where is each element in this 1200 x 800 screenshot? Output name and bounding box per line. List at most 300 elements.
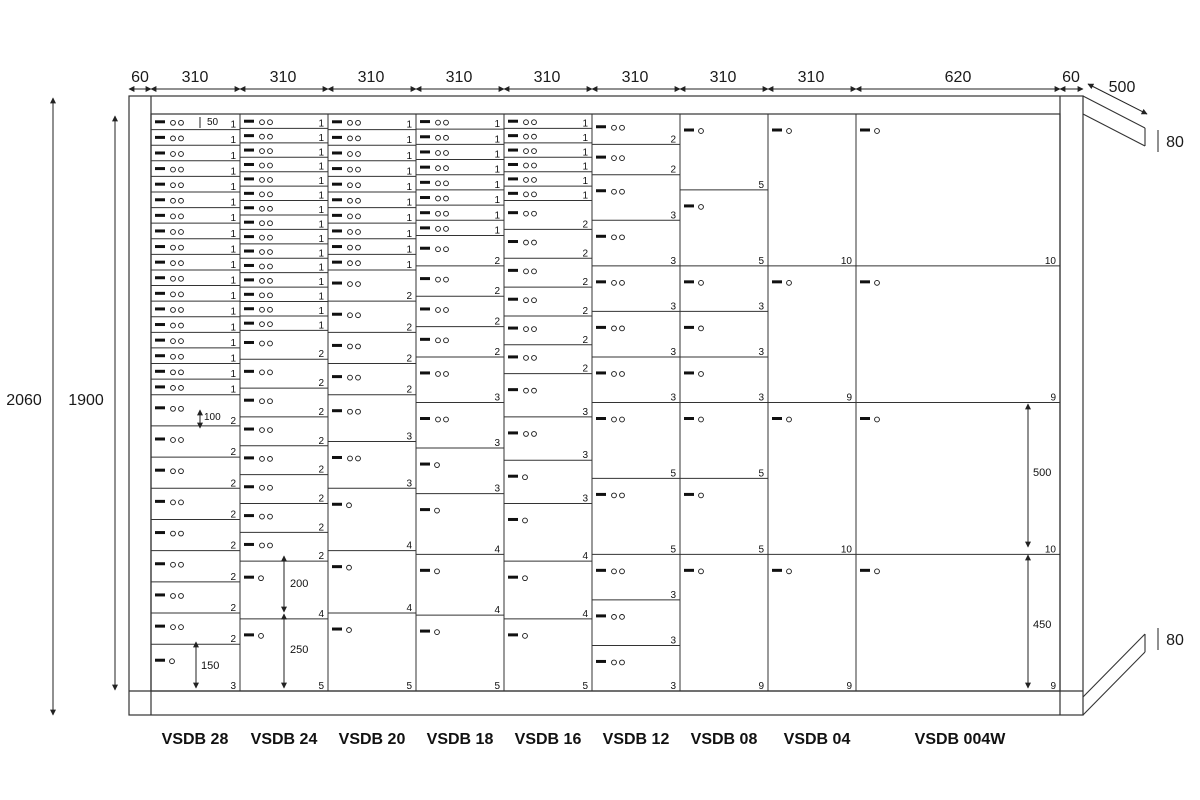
lock-circle: [524, 149, 529, 154]
drawer-unit-label: 1: [582, 118, 588, 130]
lock-circle: [268, 250, 273, 255]
dim-top-4: 310: [445, 69, 473, 86]
drawer-handle: [508, 518, 518, 521]
drawer: [508, 633, 588, 692]
drawer-unit-label: 3: [582, 493, 588, 505]
drawer: [328, 182, 416, 193]
drawer: [596, 660, 676, 692]
drawer: [680, 371, 768, 403]
lock-circle: [171, 562, 176, 567]
lock-circle: [348, 167, 353, 172]
lock-circle: [348, 152, 353, 157]
lock-circle: [436, 151, 441, 156]
lock-circle: [620, 493, 625, 498]
dim-top-5: 310: [533, 69, 561, 86]
lock-circle: [524, 327, 529, 332]
lock-circle: [171, 308, 176, 313]
drawer-handle: [596, 493, 606, 496]
drawer-unit-label: 3: [494, 483, 500, 495]
lock-circle: [612, 614, 617, 619]
lock-circle: [171, 261, 176, 266]
drawer-unit-label: 3: [582, 406, 588, 418]
drawer-unit-label: 1: [318, 190, 324, 202]
lock-circle: [444, 120, 449, 125]
drawer-unit-label: 2: [494, 316, 500, 328]
drawer-handle: [332, 261, 342, 264]
drawer-handle: [155, 625, 165, 628]
drawer: [151, 260, 240, 271]
drawer: [856, 417, 1060, 555]
drawer-handle: [244, 576, 254, 579]
drawer-handle: [508, 134, 518, 137]
annot-500: 500: [1033, 467, 1052, 479]
lock-circle: [260, 341, 265, 346]
drawer-unit-label: 2: [582, 248, 588, 260]
drawer-handle: [420, 371, 430, 374]
drawer: [416, 134, 504, 145]
drawer-handle: [244, 177, 254, 180]
lock-circle: [699, 417, 704, 422]
drawer: [592, 156, 680, 176]
drawer: [592, 280, 680, 312]
drawer-handle: [155, 370, 165, 373]
drawer-handle: [420, 277, 430, 280]
drawer-handle: [244, 134, 254, 137]
lock-circle: [620, 125, 625, 130]
lock-circle: [171, 500, 176, 505]
drawer-unit-label: 1: [582, 147, 588, 159]
lock-circle: [356, 120, 361, 125]
drawer-unit-label: 2: [318, 378, 324, 390]
dim-top-8: 310: [797, 69, 825, 86]
drawer-handle: [596, 326, 606, 329]
drawer-handle: [860, 129, 870, 132]
lock-circle: [260, 134, 265, 139]
drawer: [151, 531, 240, 552]
drawer-handle: [684, 493, 694, 496]
lock-circle: [612, 189, 617, 194]
drawer-unit-label: 3: [582, 450, 588, 462]
drawer-handle: [155, 245, 165, 248]
lock-circle: [179, 386, 184, 391]
drawer: [592, 326, 680, 358]
drawer-unit-label: 2: [230, 603, 236, 615]
lock-circle: [524, 240, 529, 245]
lock-circle: [532, 149, 537, 154]
drawer-unit-label: 1: [230, 259, 236, 271]
drawer-handle: [332, 628, 342, 631]
lock-circle: [356, 198, 361, 203]
drawer-unit-label: 1: [230, 181, 236, 193]
drawer: [416, 307, 504, 327]
drawer: [856, 129, 1060, 267]
drawer-unit-label: 10: [1044, 255, 1056, 267]
annot-450: 450: [1033, 619, 1052, 631]
drawer-unit-label: 5: [494, 681, 500, 692]
drawer-unit-label: 2: [230, 509, 236, 521]
drawer: [416, 150, 504, 161]
lock-circle: [699, 129, 704, 134]
drawer-handle: [155, 339, 165, 342]
lock-circle: [524, 211, 529, 216]
drawer-handle: [508, 163, 518, 166]
lock-circle: [699, 280, 704, 285]
drawer: [240, 306, 328, 317]
drawer-unit-label: 9: [846, 681, 852, 692]
drawer-handle: [596, 235, 606, 238]
lock-circle: [260, 293, 265, 298]
drawer-unit-label: 1: [406, 213, 412, 225]
drawer-unit-label: 1: [582, 176, 588, 188]
lock-circle: [179, 292, 184, 297]
drawer-unit-label: 2: [406, 384, 412, 396]
drawer-unit-label: 1: [318, 305, 324, 317]
lock-circle: [532, 120, 537, 125]
lock-circle: [260, 163, 265, 168]
lock-circle: [260, 221, 265, 226]
drawer-unit-label: 3: [670, 589, 676, 601]
drawer: [504, 475, 592, 505]
lock-circle: [348, 313, 353, 318]
drawer-unit-label: 1: [230, 337, 236, 349]
drawer-unit-label: 1: [406, 181, 412, 193]
drawer: [328, 120, 416, 131]
lock-circle: [260, 120, 265, 125]
lock-circle: [435, 569, 440, 574]
drawer-unit-label: 5: [758, 544, 764, 556]
drawer-handle: [155, 120, 165, 123]
lock-circle: [171, 214, 176, 219]
lock-circle: [259, 576, 264, 581]
lock-circle: [348, 261, 353, 266]
drawer-handle: [684, 569, 694, 572]
lock-circle: [260, 485, 265, 490]
lock-circle: [699, 372, 704, 377]
model-label-vsdb004w: VSDB 004W: [914, 731, 1006, 748]
drawer: [504, 355, 592, 374]
drawer: [328, 151, 416, 162]
lock-circle: [620, 189, 625, 194]
drawer-unit-label: 1: [406, 197, 412, 209]
drawer-handle: [420, 508, 430, 511]
lock-circle: [179, 339, 184, 344]
lock-circle: [532, 211, 537, 216]
lock-circle: [260, 307, 265, 312]
lock-circle: [532, 432, 537, 437]
drawer-handle: [155, 307, 165, 310]
drawer: [680, 204, 768, 266]
lock-circle: [612, 326, 617, 331]
dim-top-6: 310: [621, 69, 649, 86]
lock-circle: [171, 323, 176, 328]
drawer-handle: [508, 192, 518, 195]
lock-circle: [171, 292, 176, 297]
drawer-handle: [244, 428, 254, 431]
drawer-unit-label: 1: [318, 132, 324, 144]
drawer: [328, 135, 416, 146]
lock-circle: [612, 372, 617, 377]
drawer: [151, 135, 240, 146]
lock-circle: [179, 469, 184, 474]
lock-circle: [612, 156, 617, 161]
drawer-handle: [596, 614, 606, 617]
drawer-handle: [155, 531, 165, 534]
drawer-handle: [332, 456, 342, 459]
drawer-unit-label: 5: [758, 468, 764, 480]
lock-circle: [699, 326, 704, 331]
lock-circle: [444, 166, 449, 171]
lock-circle: [260, 278, 265, 283]
lock-circle: [444, 277, 449, 282]
drawer-unit-label: 3: [670, 392, 676, 404]
drawer-handle: [772, 280, 782, 283]
drawer-unit-label: 1: [318, 219, 324, 231]
drawer-unit-label: 1: [494, 195, 500, 207]
model-label-vsdb16: VSDB 16: [514, 731, 582, 748]
lock-circle: [260, 192, 265, 197]
dim-top-2: 310: [269, 69, 297, 86]
drawer-handle: [420, 247, 430, 250]
lock-circle: [875, 569, 880, 574]
drawer-unit-label: 1: [318, 248, 324, 260]
drawer-unit-label: 2: [318, 464, 324, 476]
drawer-unit-label: 10: [1044, 544, 1056, 556]
lock-circle: [171, 354, 176, 359]
lock-circle: [179, 214, 184, 219]
lock-circle: [179, 230, 184, 235]
drawer: [240, 341, 328, 360]
drawer: [151, 338, 240, 349]
drawer: [680, 326, 768, 358]
lock-circle: [260, 206, 265, 211]
lock-circle: [179, 370, 184, 375]
model-label-vsdb20: VSDB 20: [338, 731, 406, 748]
drawer-handle: [420, 569, 430, 572]
lock-circle: [348, 245, 353, 250]
drawer-unit-label: 1: [230, 353, 236, 365]
drawer-handle: [155, 292, 165, 295]
drawer-unit-label: 4: [406, 603, 412, 615]
drawer-handle: [420, 630, 430, 633]
drawer-handle: [420, 181, 430, 184]
drawer: [504, 518, 592, 562]
drawer-handle: [155, 469, 165, 472]
drawer-handle: [155, 659, 165, 662]
drawer-handle: [332, 151, 342, 154]
drawer: [416, 180, 504, 191]
lock-circle: [612, 235, 617, 240]
lock-circle: [179, 354, 184, 359]
drawer: [504, 162, 592, 173]
drawer-unit-label: 1: [494, 134, 500, 146]
drawer-columns: [151, 114, 1060, 692]
lock-circle: [179, 245, 184, 250]
drawer: [416, 417, 504, 449]
drawer: [151, 198, 240, 209]
drawer: [240, 292, 328, 303]
drawer-unit-label: 2: [318, 522, 324, 534]
drawer-unit-label: 3: [670, 301, 676, 313]
annot-100: 100: [204, 412, 221, 423]
drawer: [416, 210, 504, 221]
lock-circle: [356, 136, 361, 141]
drawer: [592, 125, 680, 145]
cabinet-side: [1083, 96, 1145, 715]
lock-circle: [524, 432, 529, 437]
drawer: [328, 213, 416, 224]
lock-circle: [532, 356, 537, 361]
drawer-unit-label: 4: [582, 608, 588, 620]
lock-circle: [260, 235, 265, 240]
drawer-handle: [155, 276, 165, 279]
drawer-unit-label: 5: [318, 681, 324, 692]
drawer-handle: [508, 211, 518, 214]
lock-circle: [523, 475, 528, 480]
drawer-unit-label: 2: [230, 540, 236, 552]
drawer: [680, 129, 768, 191]
lock-circle: [171, 152, 176, 157]
drawer: [592, 189, 680, 221]
drawer-handle: [155, 354, 165, 357]
lock-circle: [612, 280, 617, 285]
drawer-handle: [155, 167, 165, 170]
drawer-unit-label: 3: [670, 346, 676, 358]
drawer-handle: [420, 150, 430, 153]
drawer: [240, 277, 328, 288]
lock-circle: [620, 235, 625, 240]
drawer-handle: [508, 576, 518, 579]
drawer-unit-label: 1: [318, 262, 324, 274]
drawer: [328, 229, 416, 240]
lock-circle: [620, 614, 625, 619]
lock-circle: [260, 149, 265, 154]
drawer: [240, 428, 328, 447]
drawer-handle: [244, 120, 254, 123]
lock-circle: [179, 261, 184, 266]
drawer: [504, 176, 592, 187]
lock-circle: [171, 339, 176, 344]
dim-side-bottom: 80: [1166, 632, 1184, 649]
lock-circle: [268, 485, 273, 490]
drawer-unit-label: 2: [406, 291, 412, 303]
drawer: [592, 569, 680, 601]
lock-circle: [171, 245, 176, 250]
lock-circle: [260, 428, 265, 433]
drawer-unit-label: 1: [318, 277, 324, 289]
drawer-handle: [420, 417, 430, 420]
lock-circle: [268, 341, 273, 346]
lock-circle: [787, 569, 792, 574]
drawer: [240, 176, 328, 187]
drawer: [240, 133, 328, 144]
top-dimensions: [131, 69, 1080, 86]
drawer-unit-label: 1: [230, 150, 236, 162]
model-label-vsdb28: VSDB 28: [161, 731, 229, 748]
drawer-unit-label: 4: [582, 551, 588, 563]
lock-circle: [179, 276, 184, 281]
drawer: [240, 234, 328, 245]
drawer-unit-label: 1: [230, 322, 236, 334]
drawer-unit-label: 1: [230, 213, 236, 225]
drawer-unit-label: 2: [230, 571, 236, 583]
drawer: [592, 614, 680, 646]
drawer-handle: [244, 399, 254, 402]
drawer: [151, 500, 240, 521]
drawer: [680, 280, 768, 312]
drawer-handle: [508, 298, 518, 301]
drawer: [504, 327, 592, 346]
drawer-handle: [244, 322, 254, 325]
drawer-handle: [244, 163, 254, 166]
drawer: [328, 375, 416, 396]
drawer: [151, 213, 240, 224]
lock-circle: [268, 514, 273, 519]
dim-top-0: 60: [131, 69, 149, 86]
drawer: [151, 166, 240, 177]
drawer-handle: [420, 211, 430, 214]
lock-circle: [356, 313, 361, 318]
lock-circle: [612, 569, 617, 574]
drawer: [504, 118, 592, 129]
drawer-unit-label: 2: [406, 322, 412, 334]
drawer-handle: [508, 475, 518, 478]
dim-top-3: 310: [357, 69, 385, 86]
lock-circle: [268, 322, 273, 327]
lock-circle: [179, 136, 184, 141]
lock-circle: [620, 156, 625, 161]
drawer-handle: [332, 503, 342, 506]
drawer-unit-label: 1: [318, 233, 324, 245]
lock-circle: [435, 508, 440, 513]
drawer-unit-label: 3: [494, 392, 500, 404]
drawer-handle: [420, 307, 430, 310]
drawer-handle: [155, 261, 165, 264]
lock-circle: [787, 129, 792, 134]
lock-circle: [523, 576, 528, 581]
drawer-handle: [596, 280, 606, 283]
lock-circle: [436, 338, 441, 343]
drawer-unit-label: 9: [1050, 681, 1056, 692]
lock-circle: [620, 569, 625, 574]
lock-circle: [444, 308, 449, 313]
lock-circle: [268, 428, 273, 433]
lock-circle: [435, 630, 440, 635]
drawer-handle: [155, 500, 165, 503]
dim-inner-height: 1900: [68, 392, 104, 409]
lock-circle: [436, 120, 441, 125]
drawer-handle: [155, 151, 165, 154]
drawer-unit-label: 4: [494, 544, 500, 556]
lock-circle: [875, 280, 880, 285]
lock-circle: [171, 136, 176, 141]
drawer-handle: [508, 177, 518, 180]
drawer: [151, 385, 240, 396]
lock-circle: [179, 323, 184, 328]
drawer-handle: [596, 156, 606, 159]
annot-250: 250: [290, 644, 309, 656]
drawer-handle: [244, 264, 254, 267]
drawer-unit-label: 1: [230, 135, 236, 147]
drawer-unit-label: 3: [406, 431, 412, 443]
lock-circle: [179, 183, 184, 188]
model-label-vsdb08: VSDB 08: [690, 731, 758, 748]
drawer-handle: [508, 388, 518, 391]
drawer: [328, 244, 416, 255]
lock-circle: [435, 463, 440, 468]
drawer: [592, 371, 680, 403]
drawer-handle: [332, 409, 342, 412]
drawer: [768, 417, 856, 555]
